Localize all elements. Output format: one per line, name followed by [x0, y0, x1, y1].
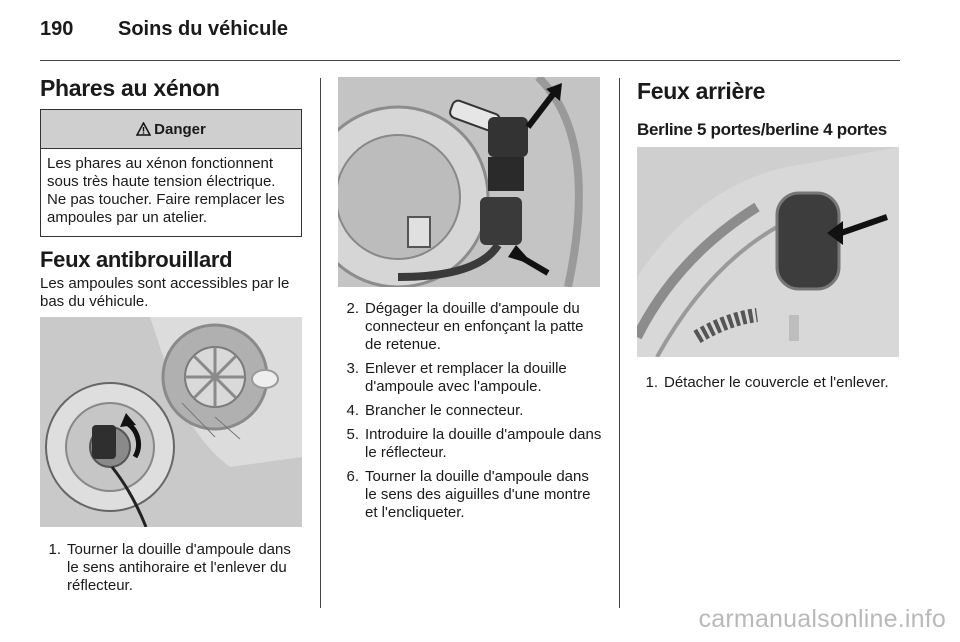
list-item	[338, 468, 604, 522]
step-text: Dégager la douille d'ampoule du connecteur en enfonçant la patte de retenue.	[365, 300, 584, 353]
list-item	[338, 300, 604, 354]
warning-triangle-icon	[136, 122, 151, 136]
page-number: 190	[40, 18, 74, 40]
step-number: 1.	[645, 374, 658, 391]
column-divider-2	[619, 78, 620, 608]
step-number: 1.	[48, 541, 61, 558]
step-number: 3.	[346, 360, 359, 377]
socket-steps	[338, 300, 604, 528]
step-number: 2.	[346, 300, 359, 317]
rear-light-figure	[637, 147, 899, 357]
list-item	[40, 541, 304, 595]
step-text: Enlever et remplacer la douille d'ampoule avec l'ampoule.	[365, 360, 567, 395]
section-title: Soins du véhicule	[118, 18, 289, 40]
rear-steps	[637, 374, 903, 398]
list-item	[338, 360, 604, 396]
danger-label: Danger	[154, 120, 206, 138]
step-text: Tourner la douille d'ampoule dans le sens antihoraire et l'enlever du réflecteur.	[67, 541, 291, 594]
step-text: Introduire la douille d'ampoule dans le réflecteur.	[365, 426, 602, 461]
column-divider-1	[320, 78, 321, 608]
step-text: Tourner la douille d'ampoule dans le sens des aiguilles d'une montre et l'encliqueter.	[365, 468, 591, 521]
list-item	[637, 374, 903, 392]
xenon-heading: Phares au xénon	[40, 75, 220, 101]
fog-steps	[40, 541, 304, 601]
fog-lamp-illustration	[40, 317, 302, 527]
step-number: 6.	[346, 468, 359, 485]
list-item	[338, 402, 604, 420]
step-text: Détacher le couvercle et l'enlever.	[664, 374, 889, 391]
watermark: carmanualsonline.info	[698, 605, 946, 633]
step-text: Brancher le connecteur.	[365, 402, 524, 419]
list-item	[338, 426, 604, 462]
rear-lights-heading: Feux arrière	[637, 78, 766, 104]
danger-box	[40, 109, 302, 237]
fog-heading: Feux antibrouillard	[40, 247, 233, 272]
danger-text: Les phares au xénon fonctionnent sous très haute tension électrique. Ne pas toucher. Faire remplacer les ampoules par un atelier.	[47, 155, 285, 226]
step-number: 4.	[346, 402, 359, 419]
step-number: 5.	[346, 426, 359, 443]
bulb-socket-illustration	[338, 77, 600, 287]
bulb-socket-figure	[338, 77, 600, 287]
header-rule	[40, 60, 900, 61]
rear-light-illustration	[637, 147, 899, 357]
fog-lamp-figure	[40, 317, 302, 527]
page-header	[40, 18, 288, 41]
fog-intro: Les ampoules sont accessibles par le bas du véhicule.	[40, 275, 290, 310]
danger-header	[41, 110, 301, 149]
rear-lights-subtitle: Berline 5 portes/berline 4 portes	[637, 120, 887, 139]
